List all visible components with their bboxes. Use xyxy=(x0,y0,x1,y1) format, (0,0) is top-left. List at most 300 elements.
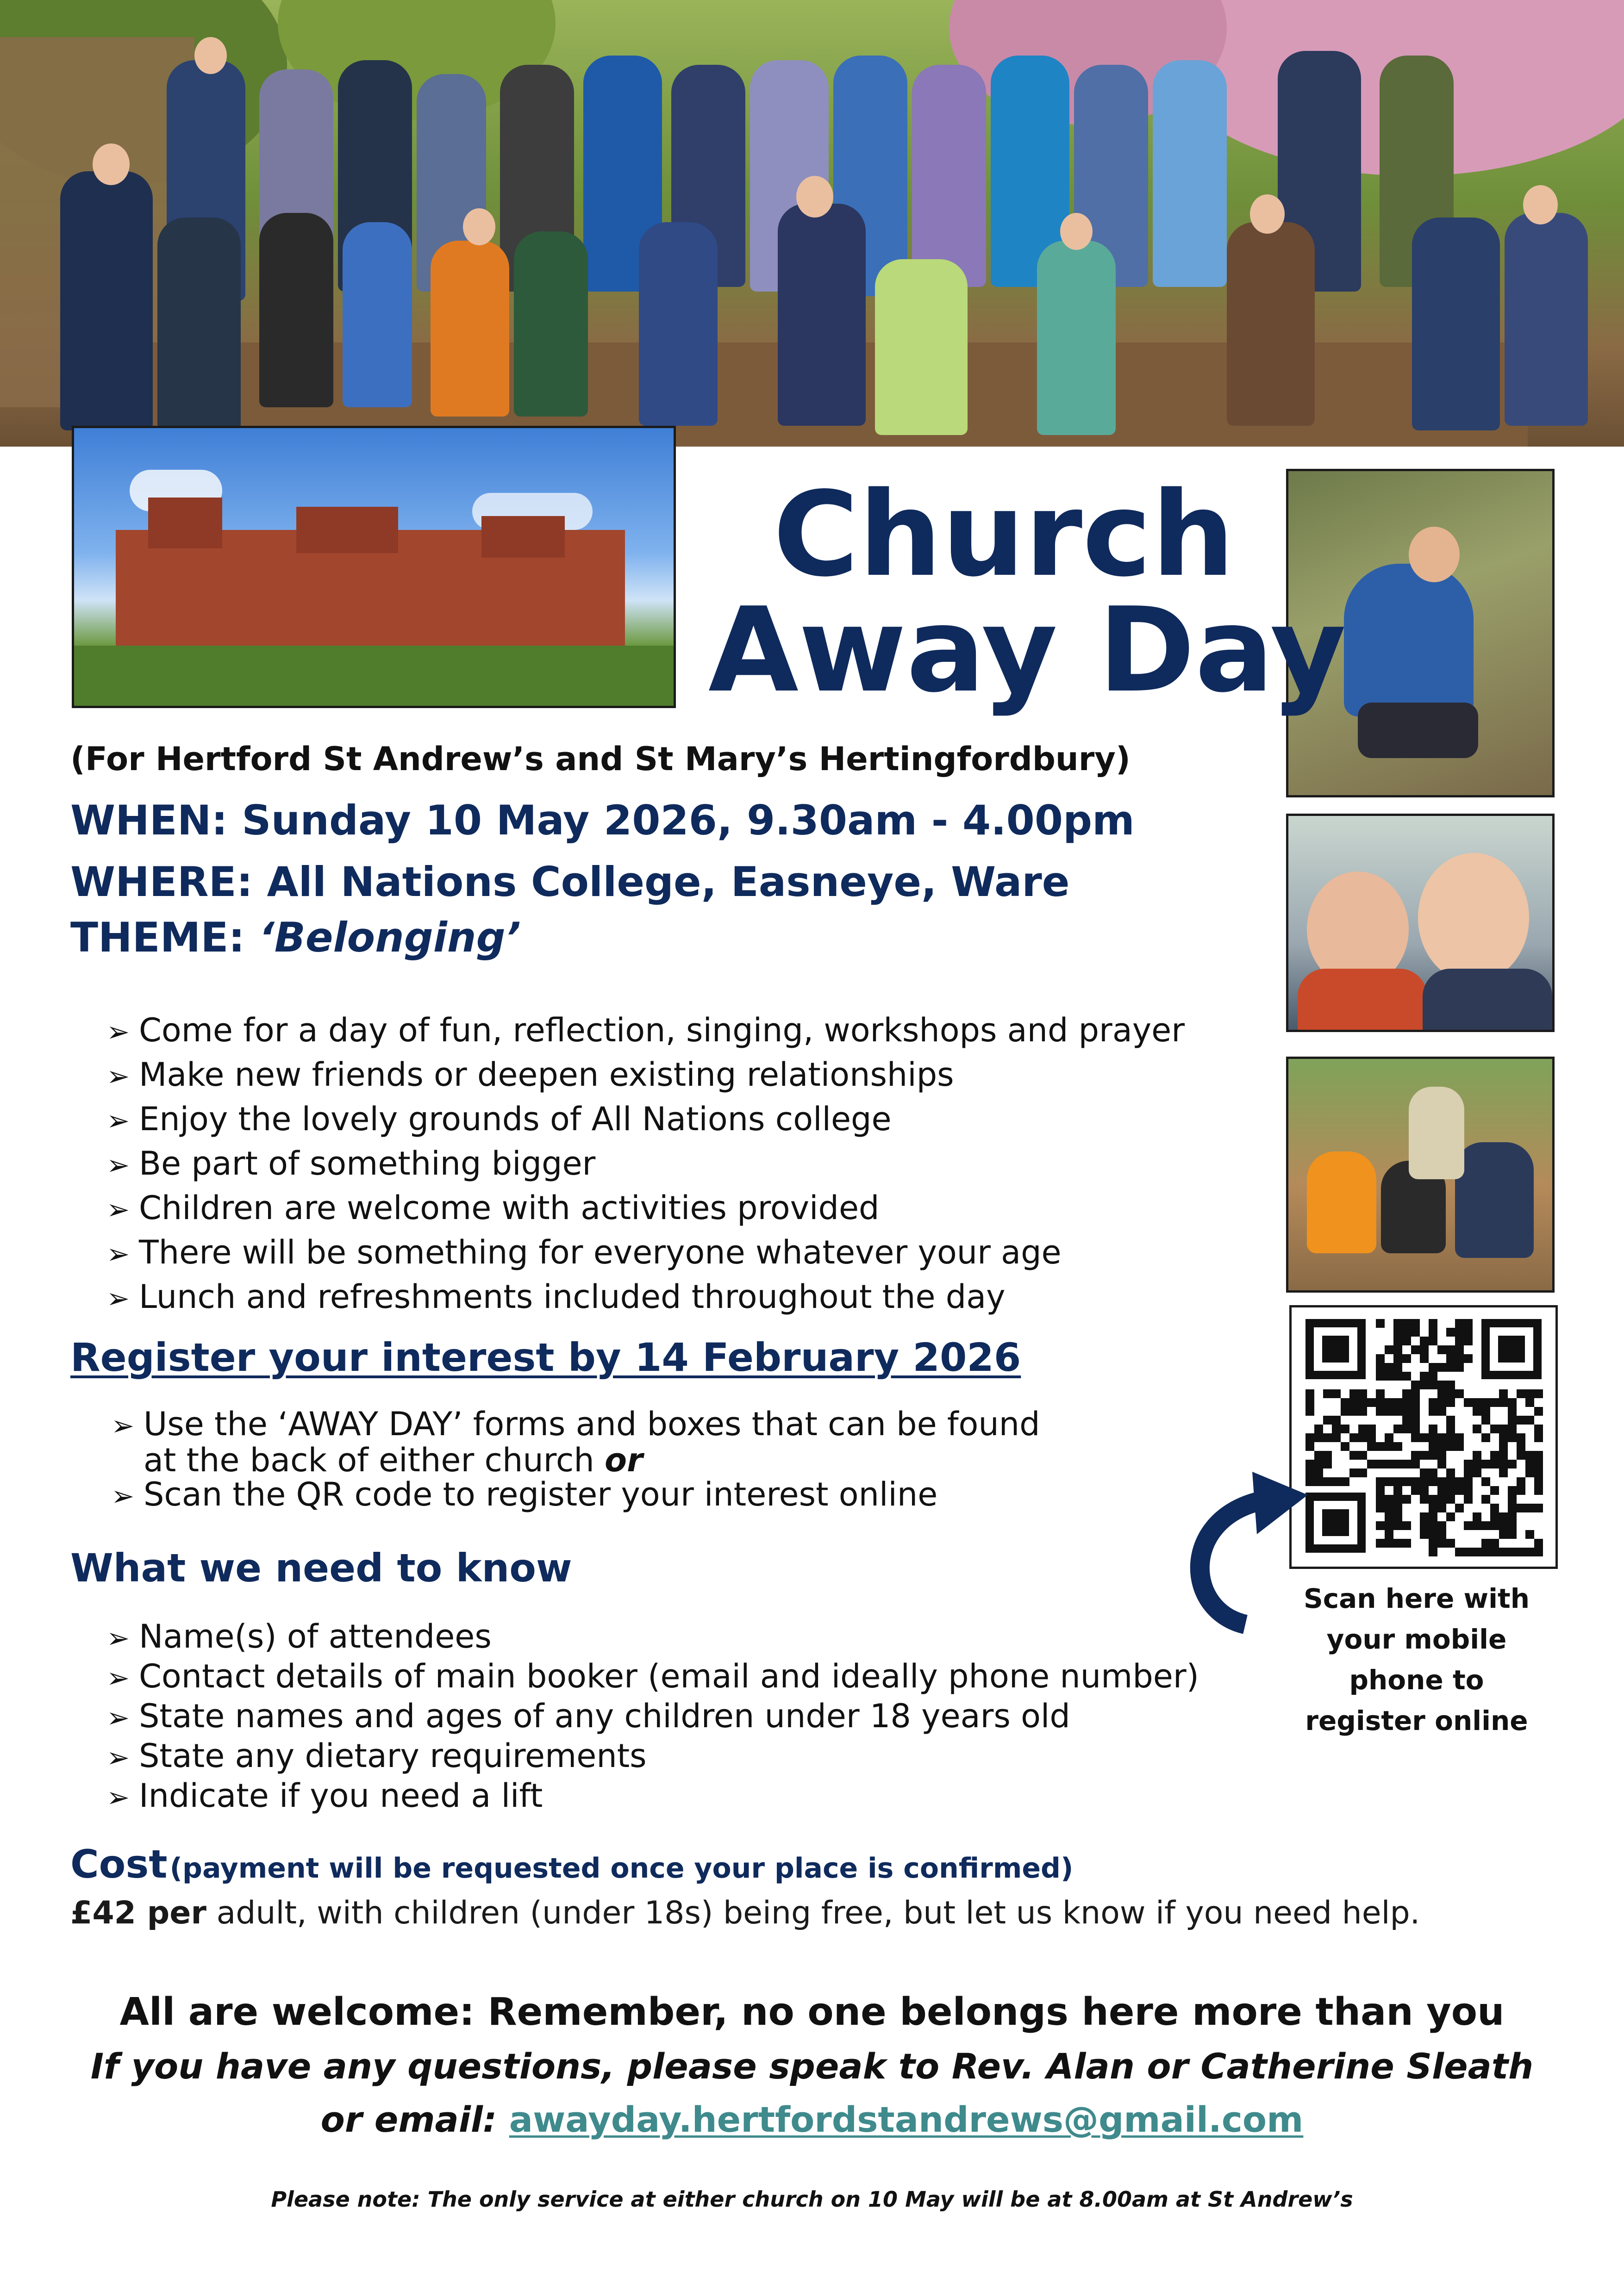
qr-module xyxy=(1437,1389,1446,1398)
qr-module xyxy=(1508,1416,1517,1425)
qr-module xyxy=(1341,1398,1349,1407)
qr-module xyxy=(1534,1539,1543,1548)
qr-module xyxy=(1437,1539,1446,1548)
qr-module xyxy=(1534,1407,1543,1416)
qr-module xyxy=(1429,1319,1437,1328)
qr-module xyxy=(1437,1521,1446,1530)
qr-module xyxy=(1385,1442,1393,1451)
arrow-bullet-icon: ➢ xyxy=(106,1742,130,1774)
qr-module xyxy=(1376,1521,1385,1530)
qr-module xyxy=(1517,1548,1525,1556)
qr-module xyxy=(1420,1530,1429,1539)
qr-module xyxy=(1385,1477,1393,1486)
arrow-bullet-icon: ➢ xyxy=(106,1194,130,1226)
where-line: WHERE: All Nations College, Easneye, Ware xyxy=(70,858,1070,906)
register-list xyxy=(111,1407,1040,1513)
qr-module xyxy=(1420,1354,1429,1363)
qr-module xyxy=(1446,1442,1455,1451)
qr-module xyxy=(1411,1433,1420,1442)
qr-module xyxy=(1464,1319,1473,1328)
qr-module xyxy=(1385,1398,1393,1407)
qr-module xyxy=(1437,1398,1446,1407)
qr-module xyxy=(1402,1337,1411,1345)
qr-module xyxy=(1490,1521,1499,1530)
qr-module xyxy=(1358,1398,1367,1407)
qr-module xyxy=(1323,1451,1332,1460)
qr-module xyxy=(1305,1407,1314,1416)
qr-module xyxy=(1481,1548,1490,1556)
qr-module xyxy=(1525,1398,1534,1407)
qr-module xyxy=(1525,1451,1534,1460)
welcome-message: All are welcome: Remember, no one belongs here more than you xyxy=(119,1990,1505,2034)
qr-module xyxy=(1473,1451,1481,1460)
qr-module xyxy=(1411,1416,1420,1425)
qr-module xyxy=(1358,1389,1367,1398)
qr-module xyxy=(1429,1504,1437,1512)
qr-module xyxy=(1490,1539,1499,1548)
qr-module xyxy=(1376,1477,1385,1486)
qr-module xyxy=(1393,1486,1402,1495)
cost-heading-line xyxy=(70,1842,1073,1887)
title-line-1: Church xyxy=(773,467,1235,603)
qr-module xyxy=(1464,1354,1473,1363)
qr-module xyxy=(1420,1372,1429,1381)
qr-module xyxy=(1429,1442,1437,1451)
qr-module xyxy=(1314,1433,1323,1442)
qr-module xyxy=(1393,1407,1402,1416)
theme-value: ‘Belonging’ xyxy=(259,914,521,961)
qr-module xyxy=(1473,1407,1481,1416)
qr-module xyxy=(1393,1354,1402,1363)
qr-module xyxy=(1455,1433,1464,1442)
qr-module xyxy=(1305,1398,1314,1407)
qr-module xyxy=(1464,1521,1473,1530)
qr-module xyxy=(1420,1451,1429,1460)
qr-module xyxy=(1446,1512,1455,1521)
qr-module xyxy=(1429,1337,1437,1345)
qr-module xyxy=(1376,1442,1385,1451)
qr-module xyxy=(1341,1407,1349,1416)
qr-module xyxy=(1341,1477,1349,1486)
qr-module xyxy=(1525,1530,1534,1539)
qr-module xyxy=(1499,1521,1508,1530)
qr-module xyxy=(1420,1495,1429,1504)
qr-module xyxy=(1455,1389,1464,1398)
qr-module xyxy=(1411,1477,1420,1486)
smiling-people-photo xyxy=(1286,814,1555,1032)
need-to-know-heading: What we need to know xyxy=(70,1545,572,1591)
qr-module xyxy=(1314,1451,1323,1460)
qr-module xyxy=(1508,1486,1517,1495)
qr-module xyxy=(1402,1460,1411,1468)
qr-module xyxy=(1508,1495,1517,1504)
list-item: ➢ Name(s) of attendees xyxy=(106,1618,1199,1657)
arrow-bullet-icon: ➢ xyxy=(106,1149,130,1182)
qr-module xyxy=(1402,1539,1411,1548)
qr-module xyxy=(1376,1460,1385,1468)
qr-module xyxy=(1490,1548,1499,1556)
qr-module xyxy=(1393,1363,1402,1372)
qr-module xyxy=(1455,1354,1464,1363)
qr-module xyxy=(1508,1504,1517,1512)
qr-module xyxy=(1332,1389,1341,1398)
qr-module xyxy=(1429,1328,1437,1337)
qr-module xyxy=(1420,1477,1429,1486)
qr-module xyxy=(1437,1381,1446,1389)
list-item: ➢ Scan the QR code to register your interest online xyxy=(111,1475,938,1513)
cost-price: £42 per xyxy=(70,1895,206,1931)
qr-module xyxy=(1534,1504,1543,1512)
qr-module xyxy=(1481,1416,1490,1425)
qr-module xyxy=(1481,1477,1490,1486)
qr-module xyxy=(1420,1433,1429,1442)
qr-module xyxy=(1323,1477,1332,1486)
qr-module xyxy=(1508,1425,1517,1433)
qr-module xyxy=(1358,1468,1367,1477)
qr-module xyxy=(1517,1433,1525,1442)
qr-module xyxy=(1376,1486,1385,1495)
qr-module xyxy=(1455,1504,1464,1512)
list-item: ➢ Children are welcome with activities provided xyxy=(106,1187,1185,1231)
qr-module xyxy=(1481,1398,1490,1407)
email-line xyxy=(0,2099,1624,2140)
qr-module xyxy=(1455,1548,1464,1556)
qr-module xyxy=(1349,1468,1358,1477)
qr-module xyxy=(1314,1468,1323,1477)
hero-group-photo xyxy=(0,0,1624,447)
qr-module xyxy=(1499,1468,1508,1477)
qr-module xyxy=(1411,1425,1420,1433)
list-item: ➢ Make new friends or deepen existing relationships xyxy=(106,1053,1185,1098)
qr-module xyxy=(1420,1468,1429,1477)
qr-module xyxy=(1385,1504,1393,1512)
qr-module xyxy=(1429,1372,1437,1381)
qr-module xyxy=(1376,1407,1385,1416)
qr-module xyxy=(1420,1486,1429,1495)
qr-module xyxy=(1525,1548,1534,1556)
qr-module xyxy=(1446,1539,1455,1548)
qr-module xyxy=(1411,1328,1420,1337)
qr-module xyxy=(1534,1548,1543,1556)
qr-module xyxy=(1323,1460,1332,1468)
list-item: ➢ Enjoy the lovely grounds of All Nations college xyxy=(106,1098,1185,1142)
cost-line xyxy=(70,1895,1420,1931)
qr-module xyxy=(1429,1521,1437,1530)
qr-module xyxy=(1393,1398,1402,1407)
qr-module xyxy=(1464,1337,1473,1345)
email-prefix: or email: xyxy=(320,2099,509,2140)
qr-module xyxy=(1402,1521,1411,1530)
qr-module xyxy=(1385,1363,1393,1372)
list-item: ➢ There will be something for everyone whatever your age xyxy=(106,1231,1185,1276)
qr-module xyxy=(1393,1345,1402,1354)
qr-module xyxy=(1411,1389,1420,1398)
qr-module xyxy=(1446,1495,1455,1504)
list-item: ➢ Lunch and refreshments included throughout the day xyxy=(106,1276,1185,1320)
qr-module xyxy=(1411,1398,1420,1407)
qr-module xyxy=(1402,1425,1411,1433)
qr-module xyxy=(1446,1486,1455,1495)
theme-line xyxy=(70,914,521,961)
qr-module xyxy=(1314,1460,1323,1468)
list-item-continued: at the back of either church or xyxy=(144,1441,643,1479)
qr-module xyxy=(1446,1354,1455,1363)
qr-module xyxy=(1411,1407,1420,1416)
qr-module xyxy=(1393,1425,1402,1433)
qr-module xyxy=(1525,1468,1534,1477)
qr-module xyxy=(1508,1521,1517,1530)
qr-module xyxy=(1446,1416,1455,1425)
children-workshop-photo xyxy=(1286,1057,1555,1293)
qr-module xyxy=(1402,1319,1411,1328)
qr-module xyxy=(1437,1451,1446,1460)
highlights-list xyxy=(106,1009,1185,1320)
qr-module xyxy=(1393,1477,1402,1486)
qr-module xyxy=(1341,1425,1349,1433)
list-item: ➢ Use the ‘AWAY DAY’ forms and boxes that can be found xyxy=(111,1405,1040,1443)
qr-module xyxy=(1499,1425,1508,1433)
subtitle: (For Hertford St Andrew’s and St Mary’s Hertingfordbury) xyxy=(70,740,1131,778)
qr-module xyxy=(1349,1433,1358,1442)
qr-module xyxy=(1446,1363,1455,1372)
qr-module xyxy=(1349,1389,1358,1398)
qr-module xyxy=(1393,1442,1402,1451)
qr-module xyxy=(1385,1433,1393,1442)
qr-module xyxy=(1349,1407,1358,1416)
qr-module xyxy=(1332,1425,1341,1433)
qr-module xyxy=(1455,1328,1464,1337)
qr-module xyxy=(1490,1425,1499,1433)
qr-module xyxy=(1499,1398,1508,1407)
qr-module xyxy=(1473,1548,1481,1556)
arrow-bullet-icon: ➢ xyxy=(111,1410,135,1442)
qr-module xyxy=(1437,1442,1446,1451)
arrow-bullet-icon: ➢ xyxy=(106,1238,130,1270)
college-building-photo xyxy=(72,426,676,708)
qr-module xyxy=(1525,1460,1534,1468)
email-link[interactable]: awayday.hertfordstandrews@gmail.com xyxy=(509,2099,1304,2140)
qr-module xyxy=(1367,1460,1376,1468)
qr-module xyxy=(1411,1451,1420,1460)
qr-module xyxy=(1429,1407,1437,1416)
qr-module xyxy=(1402,1372,1411,1381)
qr-module xyxy=(1393,1521,1402,1530)
qr-module xyxy=(1429,1539,1437,1548)
qr-module xyxy=(1402,1354,1411,1363)
qr-module xyxy=(1376,1354,1385,1363)
qr-module xyxy=(1446,1328,1455,1337)
arrow-bullet-icon: ➢ xyxy=(106,1702,130,1734)
qr-module xyxy=(1534,1477,1543,1486)
qr-module xyxy=(1508,1460,1517,1468)
arrow-bullet-icon: ➢ xyxy=(106,1105,130,1137)
qr-module xyxy=(1455,1337,1464,1345)
qr-module xyxy=(1517,1389,1525,1398)
qr-module xyxy=(1517,1477,1525,1486)
qr-module xyxy=(1402,1389,1411,1398)
qr-module xyxy=(1385,1530,1393,1539)
need-to-know-list xyxy=(106,1618,1199,1817)
qr-module xyxy=(1464,1328,1473,1337)
qr-module xyxy=(1341,1442,1349,1451)
qr-module xyxy=(1420,1521,1429,1530)
qr-module xyxy=(1376,1389,1385,1398)
qr-module xyxy=(1481,1539,1490,1548)
cost-heading: Cost xyxy=(70,1842,168,1887)
qr-code-graphic xyxy=(1292,1307,1555,1567)
qr-module xyxy=(1499,1389,1508,1398)
qr-module xyxy=(1402,1477,1411,1486)
qr-module xyxy=(1490,1451,1499,1460)
qr-module xyxy=(1332,1433,1341,1442)
qr-module xyxy=(1420,1512,1429,1521)
qr-module xyxy=(1490,1504,1499,1512)
qr-module xyxy=(1499,1548,1508,1556)
theme-label: THEME: xyxy=(70,914,259,961)
qr-module xyxy=(1323,1416,1332,1425)
qr-module xyxy=(1499,1442,1508,1451)
qr-module xyxy=(1534,1425,1543,1433)
qr-module xyxy=(1490,1398,1499,1407)
qr-module xyxy=(1446,1468,1455,1477)
qr-module xyxy=(1437,1345,1446,1354)
list-item: ➢ Indicate if you need a lift xyxy=(106,1777,1199,1817)
qr-module xyxy=(1455,1319,1464,1328)
qr-module xyxy=(1393,1319,1402,1328)
arrow-bullet-icon: ➢ xyxy=(106,1781,130,1814)
qr-module xyxy=(1534,1433,1543,1442)
qr-module xyxy=(1437,1486,1446,1495)
qr-module xyxy=(1314,1477,1323,1486)
qr-module xyxy=(1508,1512,1517,1521)
qr-module xyxy=(1534,1389,1543,1398)
qr-module xyxy=(1437,1460,1446,1468)
qr-module xyxy=(1367,1398,1376,1407)
when-line: WHEN: Sunday 10 May 2026, 9.30am - 4.00pm xyxy=(70,796,1135,844)
qr-module xyxy=(1393,1504,1402,1512)
qr-module xyxy=(1376,1539,1385,1548)
qr-module xyxy=(1429,1512,1437,1521)
qr-module xyxy=(1446,1398,1455,1407)
arrow-bullet-icon: ➢ xyxy=(106,1060,130,1093)
qr-module xyxy=(1429,1425,1437,1433)
qr-module xyxy=(1525,1416,1534,1425)
qr-module xyxy=(1358,1425,1367,1433)
qr-module xyxy=(1455,1442,1464,1451)
qr-module xyxy=(1517,1504,1525,1512)
qr-module xyxy=(1517,1486,1525,1495)
qr-caption: Scan here with your mobile phone to register online xyxy=(1303,1583,1530,1736)
qr-module xyxy=(1446,1345,1455,1354)
qr-module xyxy=(1455,1345,1464,1354)
qr-module xyxy=(1508,1407,1517,1416)
arrow-bullet-icon: ➢ xyxy=(106,1622,130,1655)
qr-module xyxy=(1411,1460,1420,1468)
qr-module xyxy=(1393,1512,1402,1521)
qr-module xyxy=(1411,1319,1420,1328)
qr-module xyxy=(1314,1425,1323,1433)
qr-module xyxy=(1393,1337,1402,1345)
qr-module xyxy=(1464,1486,1473,1495)
cost-text: adult, with children (under 18s) being free, but let us know if you need help. xyxy=(206,1895,1420,1931)
qr-module xyxy=(1481,1495,1490,1504)
qr-module xyxy=(1429,1530,1437,1539)
arrow-bullet-icon: ➢ xyxy=(106,1662,130,1694)
list-item: ➢ Come for a day of fun, reflection, singing, workshops and prayer xyxy=(106,1009,1185,1053)
qr-module xyxy=(1464,1477,1473,1486)
qr-module xyxy=(1473,1398,1481,1407)
qr-module xyxy=(1411,1381,1420,1389)
qr-module xyxy=(1446,1477,1455,1486)
qr-module xyxy=(1429,1381,1437,1389)
qr-module xyxy=(1429,1398,1437,1407)
qr-module xyxy=(1490,1486,1499,1495)
qr-module xyxy=(1376,1504,1385,1512)
qr-module xyxy=(1385,1407,1393,1416)
qr-module xyxy=(1534,1460,1543,1468)
qr-module xyxy=(1490,1512,1499,1521)
qr-module xyxy=(1473,1521,1481,1530)
qr-module xyxy=(1437,1495,1446,1504)
qr-module xyxy=(1481,1521,1490,1530)
qr-module xyxy=(1393,1372,1402,1381)
qr-module xyxy=(1473,1460,1481,1468)
qr-module xyxy=(1349,1398,1358,1407)
qr-module xyxy=(1305,1433,1314,1442)
qr-module xyxy=(1393,1495,1402,1504)
cost-note: (payment will be requested once your place is confirmed) xyxy=(169,1852,1074,1885)
qr-module xyxy=(1376,1363,1385,1372)
qr-module xyxy=(1429,1548,1437,1556)
qr-module xyxy=(1402,1328,1411,1337)
questions-message: If you have any questions, please speak to Rev. Alan or Catherine Sleath xyxy=(90,2046,1534,2087)
qr-module xyxy=(1508,1398,1517,1407)
qr-module xyxy=(1349,1451,1358,1460)
qr-module xyxy=(1499,1512,1508,1521)
qr-module xyxy=(1376,1319,1385,1328)
qr-module xyxy=(1481,1460,1490,1468)
service-note: Please note: The only service at either church on 10 May will be at 8.00am at St Andrew’s xyxy=(271,2187,1353,2212)
arrow-bullet-icon: ➢ xyxy=(106,1016,130,1048)
qr-module xyxy=(1429,1451,1437,1460)
qr-module xyxy=(1429,1477,1437,1486)
qr-module xyxy=(1367,1433,1376,1442)
qr-module xyxy=(1376,1495,1385,1504)
qr-code[interactable] xyxy=(1289,1305,1558,1569)
register-heading: Register your interest by 14 February 2026 xyxy=(70,1335,1021,1380)
qr-module xyxy=(1499,1433,1508,1442)
qr-module xyxy=(1473,1468,1481,1477)
arrow-bullet-icon: ➢ xyxy=(111,1480,135,1512)
qr-module xyxy=(1481,1433,1490,1442)
qr-module xyxy=(1534,1468,1543,1477)
qr-module xyxy=(1402,1407,1411,1416)
qr-module xyxy=(1437,1433,1446,1442)
qr-module xyxy=(1358,1451,1367,1460)
qr-module xyxy=(1517,1451,1525,1460)
qr-module xyxy=(1517,1442,1525,1451)
qr-module xyxy=(1508,1548,1517,1556)
qr-module xyxy=(1411,1486,1420,1495)
qr-module xyxy=(1367,1425,1376,1433)
qr-module xyxy=(1455,1363,1464,1372)
qr-module xyxy=(1508,1433,1517,1442)
qr-module xyxy=(1437,1504,1446,1512)
qr-module xyxy=(1508,1530,1517,1539)
qr-module xyxy=(1385,1460,1393,1468)
qr-module xyxy=(1429,1468,1437,1477)
qr-module xyxy=(1393,1328,1402,1337)
